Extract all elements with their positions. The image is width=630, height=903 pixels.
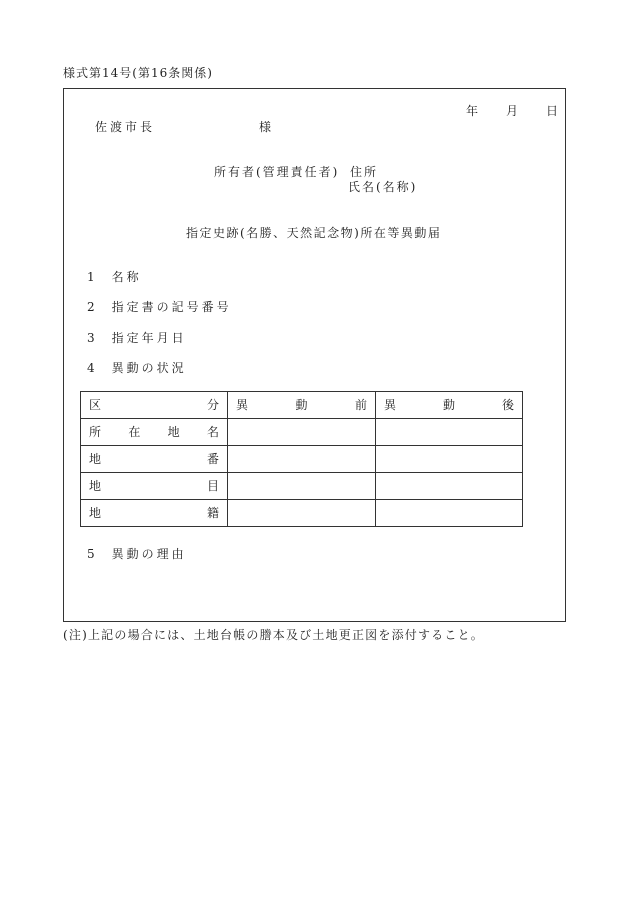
table-row bbox=[81, 473, 523, 500]
location-before-cell[interactable] bbox=[228, 419, 376, 446]
header-char: 区 bbox=[89, 398, 102, 412]
table-row bbox=[81, 419, 523, 446]
addressee-honorific: 様 bbox=[259, 120, 272, 134]
header-before bbox=[228, 392, 376, 419]
item-label: 名称 bbox=[111, 270, 142, 284]
item-label: 指定年月日 bbox=[111, 331, 187, 345]
date-day-label: 日 bbox=[545, 104, 558, 118]
addressee-name: 佐渡市長 bbox=[95, 120, 156, 134]
form-number: 様式第14号(第16条関係) bbox=[63, 66, 213, 80]
row-label-char: 名 bbox=[206, 425, 219, 439]
table-header-row bbox=[81, 392, 523, 419]
item-number: 4 bbox=[87, 361, 95, 375]
row-label-lot-number bbox=[81, 446, 228, 473]
row-label-char: 所 bbox=[89, 425, 102, 439]
header-char: 異 bbox=[236, 398, 249, 412]
date-line bbox=[466, 104, 558, 118]
land-category-before-cell[interactable] bbox=[228, 473, 376, 500]
row-label-char: 在 bbox=[128, 425, 141, 439]
item-label: 異動の理由 bbox=[111, 547, 187, 561]
table-row bbox=[81, 446, 523, 473]
lot-number-before-cell[interactable] bbox=[228, 446, 376, 473]
item-label: 異動の状況 bbox=[111, 361, 187, 375]
row-label-char: 目 bbox=[206, 479, 219, 493]
item-2 bbox=[87, 300, 232, 314]
header-category bbox=[81, 392, 228, 419]
row-label-land-area bbox=[81, 500, 228, 527]
item-3 bbox=[87, 331, 187, 345]
header-after bbox=[376, 392, 523, 419]
date-month-label: 月 bbox=[505, 104, 518, 118]
owner-label: 所有者(管理責任者) bbox=[214, 165, 340, 179]
header-char: 分 bbox=[206, 398, 219, 412]
row-label-location bbox=[81, 419, 228, 446]
row-label-char: 地 bbox=[89, 506, 102, 520]
location-after-cell[interactable] bbox=[376, 419, 523, 446]
item-number: 3 bbox=[87, 331, 95, 345]
date-year-label: 年 bbox=[466, 104, 479, 118]
row-label-char: 地 bbox=[89, 452, 102, 466]
page-title: 指定史跡(名勝、天然記念物)所在等異動届 bbox=[186, 226, 442, 240]
header-char: 異 bbox=[384, 398, 397, 412]
item-number: 1 bbox=[87, 270, 95, 284]
header-char: 前 bbox=[354, 398, 367, 412]
header-char: 動 bbox=[442, 398, 455, 412]
footnote: (注)上記の場合には、土地台帳の謄本及び土地更正図を添付すること。 bbox=[63, 628, 484, 642]
table-row bbox=[81, 500, 523, 527]
owner-name-label: 氏名(名称) bbox=[348, 180, 418, 194]
row-label-char: 地 bbox=[89, 479, 102, 493]
item-4 bbox=[87, 361, 187, 375]
land-category-after-cell[interactable] bbox=[376, 473, 523, 500]
header-char: 後 bbox=[501, 398, 514, 412]
item-5 bbox=[87, 547, 187, 561]
item-1 bbox=[87, 270, 142, 284]
row-label-char: 籍 bbox=[206, 506, 219, 520]
land-area-after-cell[interactable] bbox=[376, 500, 523, 527]
item-label: 指定書の記号番号 bbox=[111, 300, 232, 314]
land-area-before-cell[interactable] bbox=[228, 500, 376, 527]
row-label-land-category bbox=[81, 473, 228, 500]
item-number: 5 bbox=[87, 547, 95, 561]
row-label-char: 地 bbox=[167, 425, 180, 439]
item-number: 2 bbox=[87, 300, 95, 314]
header-char: 動 bbox=[295, 398, 308, 412]
lot-number-after-cell[interactable] bbox=[376, 446, 523, 473]
row-label-char: 番 bbox=[206, 452, 219, 466]
owner-address-label: 住所 bbox=[350, 165, 379, 179]
change-status-table bbox=[80, 391, 523, 527]
